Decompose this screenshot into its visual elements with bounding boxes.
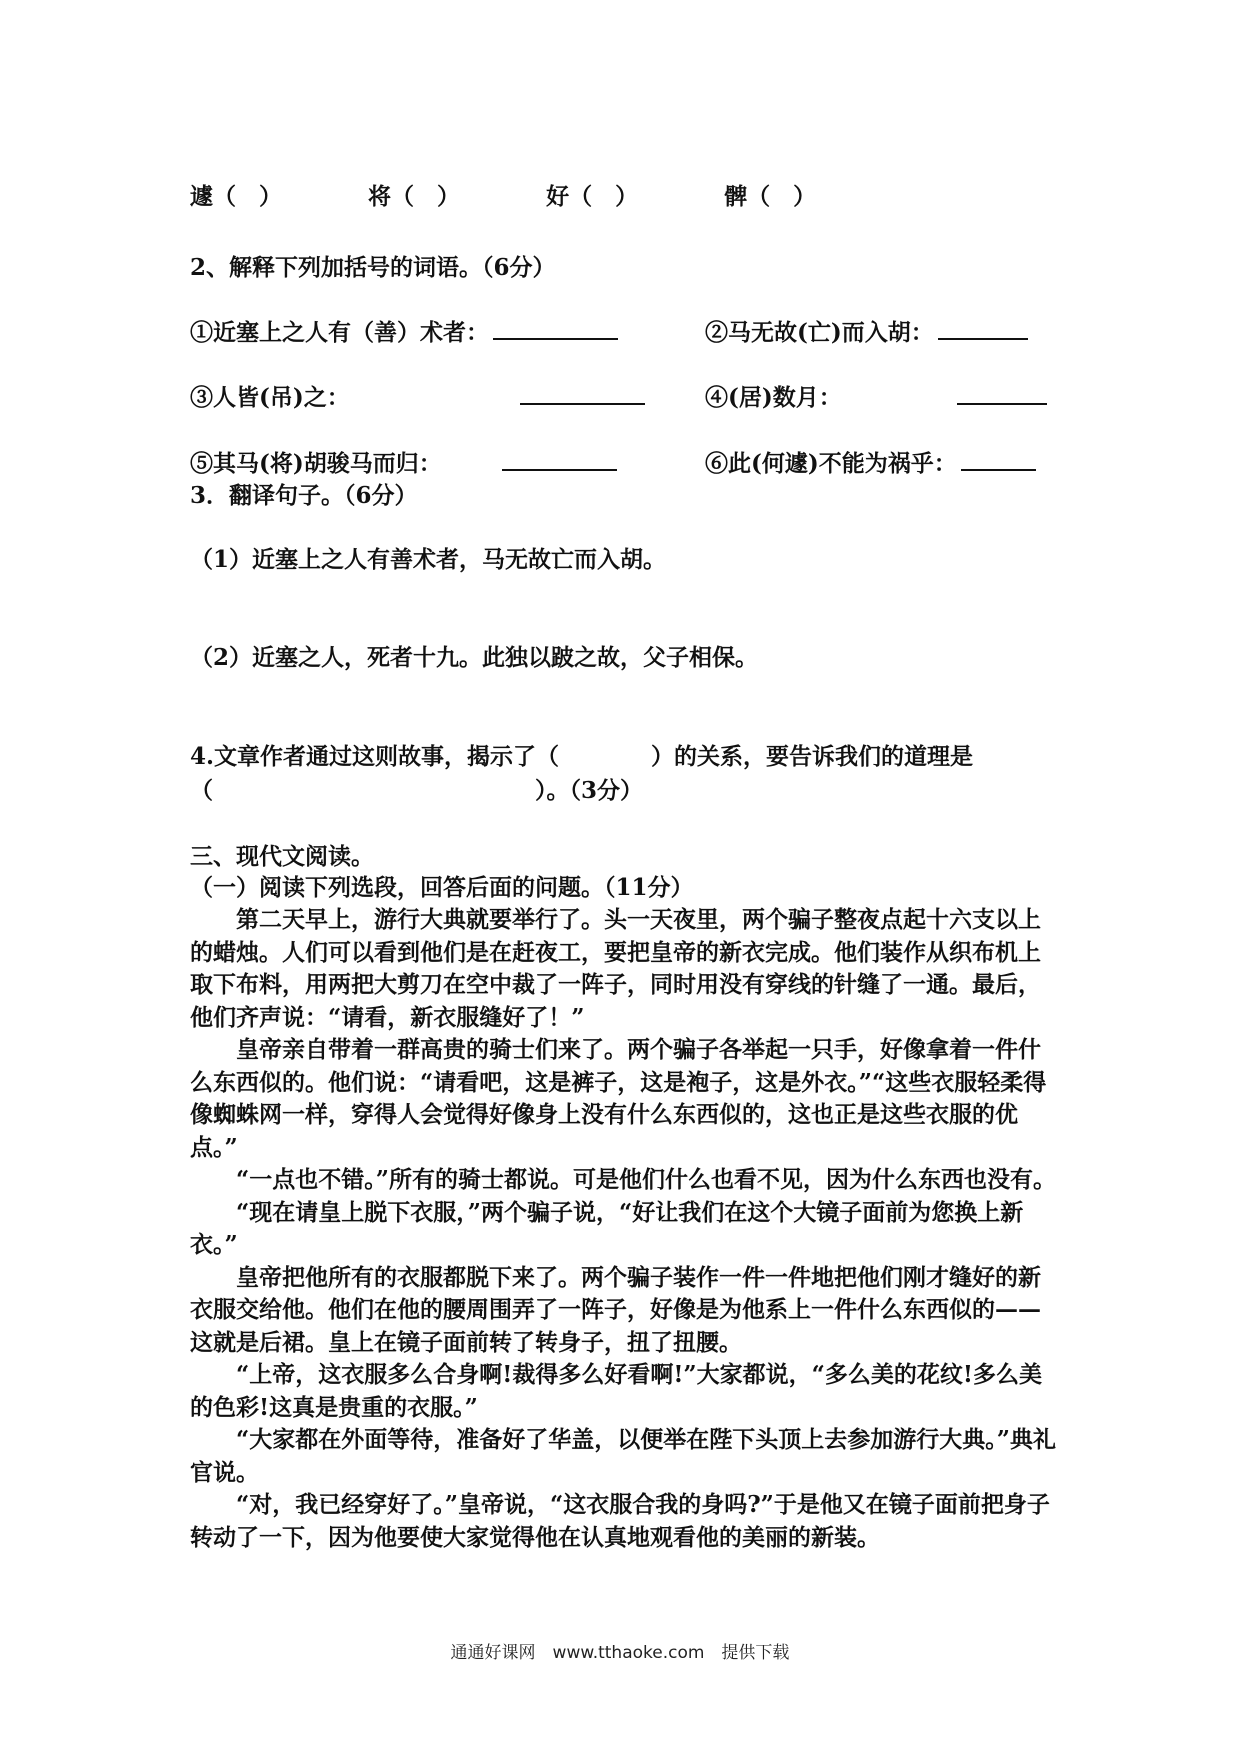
answer-blank[interactable] [961,447,1036,471]
q3-sentence-2: （2）近塞之人，死者十九。此独以跛之故，父子相保。 [190,644,759,671]
answer-blank[interactable] [502,447,617,471]
q1-item: 将（ ） [368,183,461,210]
answer-blank[interactable] [520,381,645,405]
q2-item [705,381,1047,413]
section-3-subtitle: （一）阅读下列选段，回答后面的问题。（11分） [190,874,694,901]
q2-item-text: ③人皆(吊)之： [190,384,350,411]
passage-paragraph: 皇帝把他所有的衣服都脱下来了。两个骗子装作一件一件地把他们刚才缝好的新衣服交给他。他们在他的腰周围弄了一阵子，好像是为他系上一件什么东西似的——这就是后裙。皇上在镜子面前转了转身子，扭了扭腰。 [190,1263,1041,1356]
passage-paragraph: 皇帝亲自带着一群高贵的骑士们来了。两个骗子各举起一只手，好像拿着一件什么东西似的。他们说：“请看吧，这是裤子，这是袍子，这是外衣。”“这些衣服轻柔得像蜘蛛网一样，穿得人会觉得好像身上没有什么东西似的，这也正是这些衣服的优点。” [190,1036,1047,1161]
q2-title: 2、解释下列加括号的词语。（6分） [190,254,556,281]
q2-item-text: ①近塞上之人有（善）术者： [190,319,489,346]
q3-sentence-1: （1）近塞上之人有善术者，马无故亡而入胡。 [190,546,667,573]
q1-item: 好（ ） [546,183,639,210]
q1-item: 髀（ ） [724,183,817,210]
q4-line-1: 4.文章作者通过这则故事，揭示了（ ）的关系，要告诉我们的道理是 [190,743,974,770]
q2-item-text: ⑤其马(将)胡骏马而归： [190,450,442,477]
q1-item: 遽（ ） [190,183,282,210]
q1-row [190,182,816,212]
passage-paragraph: “大家都在外面等待，准备好了华盖，以便举在陛下头顶上去参加游行大典。”典礼官说。 [190,1426,1056,1486]
reading-passage [190,904,1060,1554]
q4-line-2: （ ）。（3分） [190,777,644,804]
q2-item [190,316,618,348]
section-3-title: 三、现代文阅读。 [190,843,374,870]
q2-item [705,447,1036,479]
answer-blank[interactable] [493,316,618,340]
q2-item [705,316,1028,348]
q2-item [190,381,645,413]
q2-item-text: ⑥此(何遽)不能为祸乎： [705,450,957,477]
passage-paragraph: 第二天早上，游行大典就要举行了。头一天夜里，两个骗子整夜点起十六支以上的蜡烛。人们可以看到他们是在赶夜工，要把皇帝的新衣完成。他们装作从织布机上取下布料，用两把大剪刀在空中裁了一阵子，同时用没有穿线的针缝了一通。最后，他们齐声说：“请看，新衣服缝好了！” [190,906,1041,1031]
passage-paragraph: “上帝，这衣服多么合身啊!裁得多么好看啊!”大家都说，“多么美的花纹!多么美的色彩!这真是贵重的衣服。” [190,1361,1042,1421]
passage-paragraph: “对，我已经穿好了。”皇帝说，“这衣服合我的身吗?”于是他又在镜子面前把身子转动了一下，因为他要使大家觉得他在认真地观看他的美丽的新装。 [190,1491,1050,1551]
q2-item-text: ④(居)数月： [705,384,842,411]
page-footer: 通通好课网 www.tthaoke.com 提供下载 [450,1643,790,1663]
answer-blank[interactable] [957,381,1047,405]
answer-blank[interactable] [938,316,1028,340]
passage-paragraph: “现在请皇上脱下衣服，”两个骗子说，“好让我们在这个大镜子面前为您换上新衣。” [190,1198,1024,1258]
q3-title: 3．翻译句子。（6分） [190,482,418,509]
q2-item [190,447,617,479]
passage-paragraph: “一点也不错。”所有的骑士都说。可是他们什么也看不见，因为什么东西也没有。 [236,1166,1056,1193]
q2-item-text: ②马无故(亡)而入胡： [705,319,934,346]
